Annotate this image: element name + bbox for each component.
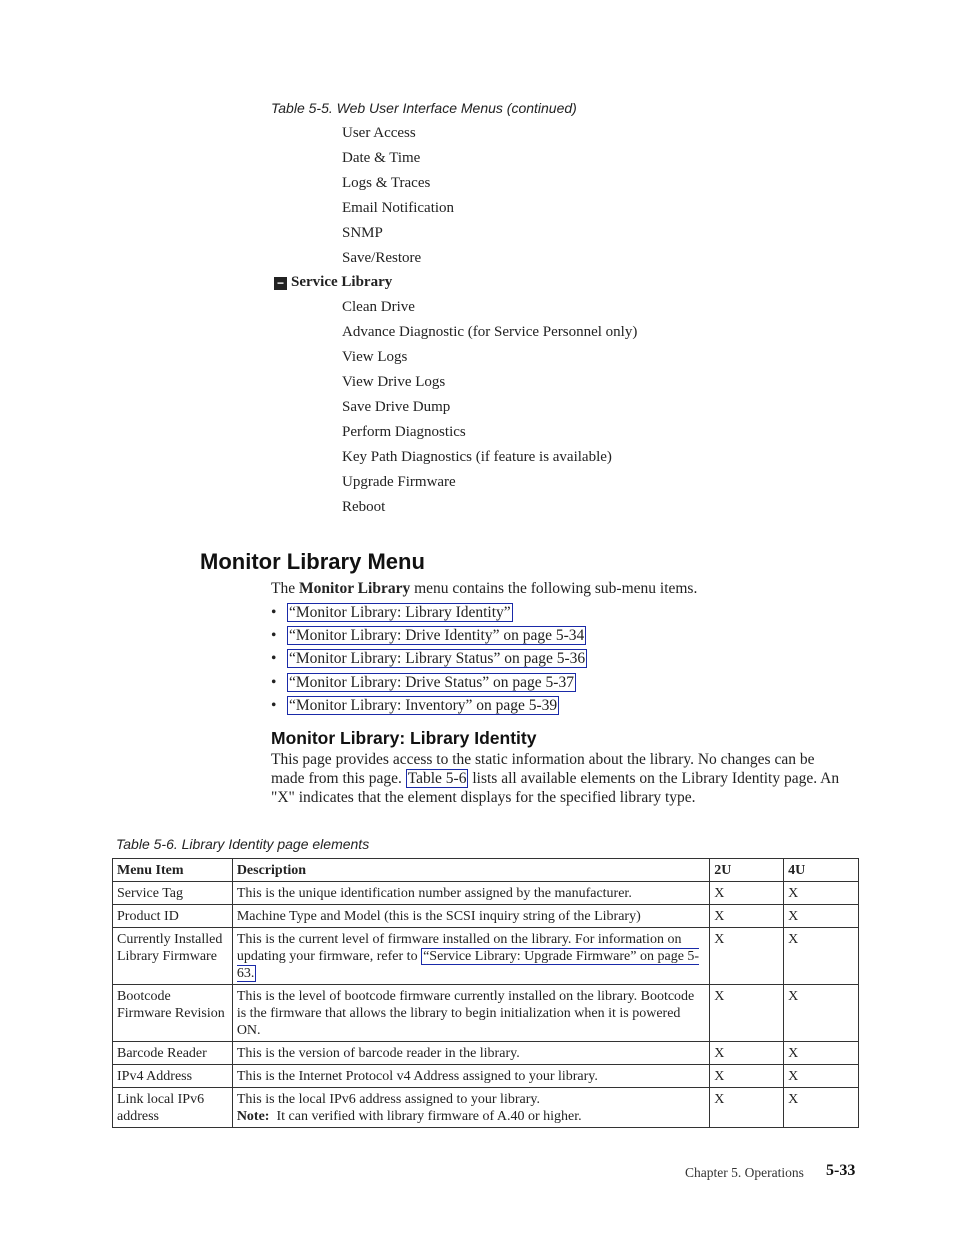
description-text: This is the local IPv6 address assigned to your library. (236, 1092, 540, 1107)
library-identity-table (112, 858, 859, 1128)
cell-menu-item: Bootcode Firmware Revision (113, 985, 233, 1042)
menu-items-before (342, 121, 454, 271)
cell-description (232, 928, 709, 985)
cell-menu-item: IPv4 Address (113, 1065, 233, 1088)
link-library-status[interactable]: “Monitor Library: Library Status” on page 5-36 (289, 650, 586, 668)
header-menu-item: Menu Item (113, 859, 233, 882)
cell-menu-item: Currently Installed Library Firmware (113, 928, 233, 985)
table-5-5-caption: Table 5-5. Web User Interface Menus (continued) (271, 100, 577, 116)
cell-4u: X (784, 1042, 859, 1065)
menu-item: Clean Drive (342, 299, 415, 315)
note-text: It can verified with library firmware of A.40 or higher. (269, 1109, 582, 1124)
paragraph-text: lists all available elements on the Library Identity page. An "X" indicates that the element displays for the specified library type. (271, 770, 840, 806)
list-item (271, 624, 587, 647)
table-row (113, 905, 859, 928)
link-drive-status[interactable]: “Monitor Library: Drive Status” on page 5-37 (289, 673, 574, 691)
menu-item: Key Path Diagnostics (if feature is available) (342, 449, 612, 465)
note (237, 1108, 705, 1125)
service-library-group (274, 270, 392, 295)
cell-description: This is the Internet Protocol v4 Address assigned to your library. (232, 1065, 709, 1088)
cell-2u: X (710, 1088, 784, 1128)
table-row (113, 1042, 859, 1065)
cell-description (232, 1088, 709, 1128)
cell-4u: X (784, 1065, 859, 1088)
cell-menu-item: Product ID (113, 905, 233, 928)
table-row (113, 1065, 859, 1088)
intro-text: menu contains the following sub-menu items. (410, 580, 698, 597)
menu-item: Save/Restore (342, 250, 422, 266)
menu-item: Logs & Traces (342, 175, 431, 191)
section-heading: Monitor Library Menu (200, 549, 425, 574)
header-2u: 2U (710, 859, 784, 882)
menu-item: View Drive Logs (342, 374, 446, 390)
list-item (271, 671, 587, 694)
menu-item: Perform Diagnostics (342, 424, 466, 440)
menu-item: Upgrade Firmware (342, 474, 456, 490)
footer-chapter: Chapter 5. Operations (685, 1165, 804, 1180)
list-item (271, 694, 587, 717)
menu-item: Reboot (342, 499, 386, 515)
section-intro (271, 579, 697, 598)
cell-menu-item: Barcode Reader (113, 1042, 233, 1065)
cell-4u: X (784, 1088, 859, 1128)
link-library-identity[interactable]: “Monitor Library: Library Identity” (289, 604, 511, 621)
link-inventory[interactable]: “Monitor Library: Inventory” on page 5-39 (289, 696, 558, 714)
table-row (113, 928, 859, 985)
intro-text: The (271, 580, 299, 597)
list-item (271, 601, 587, 624)
link-drive-identity[interactable]: “Monitor Library: Drive Identity” on page 5-34 (289, 627, 585, 645)
cell-description: Machine Type and Model (this is the SCSI inquiry string of the Library) (232, 905, 709, 928)
table-row (113, 985, 859, 1042)
menu-item: Save Drive Dump (342, 399, 451, 415)
menu-item: User Access (342, 125, 416, 141)
page-number: 5-33 (826, 1162, 856, 1179)
collapse-minus-icon: − (274, 277, 287, 290)
cell-4u: X (784, 928, 859, 985)
cell-2u: X (710, 928, 784, 985)
list-item (271, 647, 587, 670)
intro-bold: Monitor Library (298, 580, 411, 597)
submenu-link-list (271, 601, 587, 717)
cell-description: This is the level of bootcode firmware currently installed on the library. Bootcode is the firmware that allows the library to begin initialization when it is powered ON. (232, 985, 709, 1042)
menu-items-after (342, 295, 637, 520)
menu-item: View Logs (342, 349, 408, 365)
cell-description: This is the unique identification number assigned by the manufacturer. (232, 882, 709, 905)
cell-menu-item: Service Tag (113, 882, 233, 905)
table-row (113, 1088, 859, 1128)
cell-2u: X (710, 985, 784, 1042)
cell-4u: X (784, 882, 859, 905)
table-row (113, 882, 859, 905)
menu-item: Email Notification (342, 200, 455, 216)
cell-menu-item: Link local IPv6 address (113, 1088, 233, 1128)
cell-2u: X (710, 882, 784, 905)
table-header-row (113, 859, 859, 882)
description-text: This is the current level of firmware installed on the library. For information on updating your firmware, refer to (236, 932, 682, 964)
table-5-6-caption: Table 5-6. Library Identity page elements (116, 836, 370, 852)
note-label: Note: (236, 1109, 270, 1124)
cell-2u: X (710, 905, 784, 928)
cell-2u: X (710, 1065, 784, 1088)
link-upgrade-firmware[interactable]: “Service Library: Upgrade Firmware” on page 5-63. (236, 949, 700, 981)
menu-item: Advance Diagnostic (for Service Personnel only) (342, 324, 638, 340)
cell-description: This is the version of barcode reader in the library. (232, 1042, 709, 1065)
cell-2u: X (710, 1042, 784, 1065)
link-table-5-6[interactable]: Table 5-6 (407, 770, 467, 787)
subsection-paragraph (271, 750, 841, 807)
paragraph-text: This page provides access to the static information about the library. No changes can be made from this page. (271, 751, 815, 787)
menu-item: Date & Time (342, 150, 421, 166)
menu-item: SNMP (342, 225, 383, 241)
header-4u: 4U (784, 859, 859, 882)
subsection-heading: Monitor Library: Library Identity (271, 728, 537, 748)
service-library-label: Service Library (291, 274, 393, 290)
cell-4u: X (784, 985, 859, 1042)
cell-4u: X (784, 905, 859, 928)
header-description: Description (232, 859, 709, 882)
